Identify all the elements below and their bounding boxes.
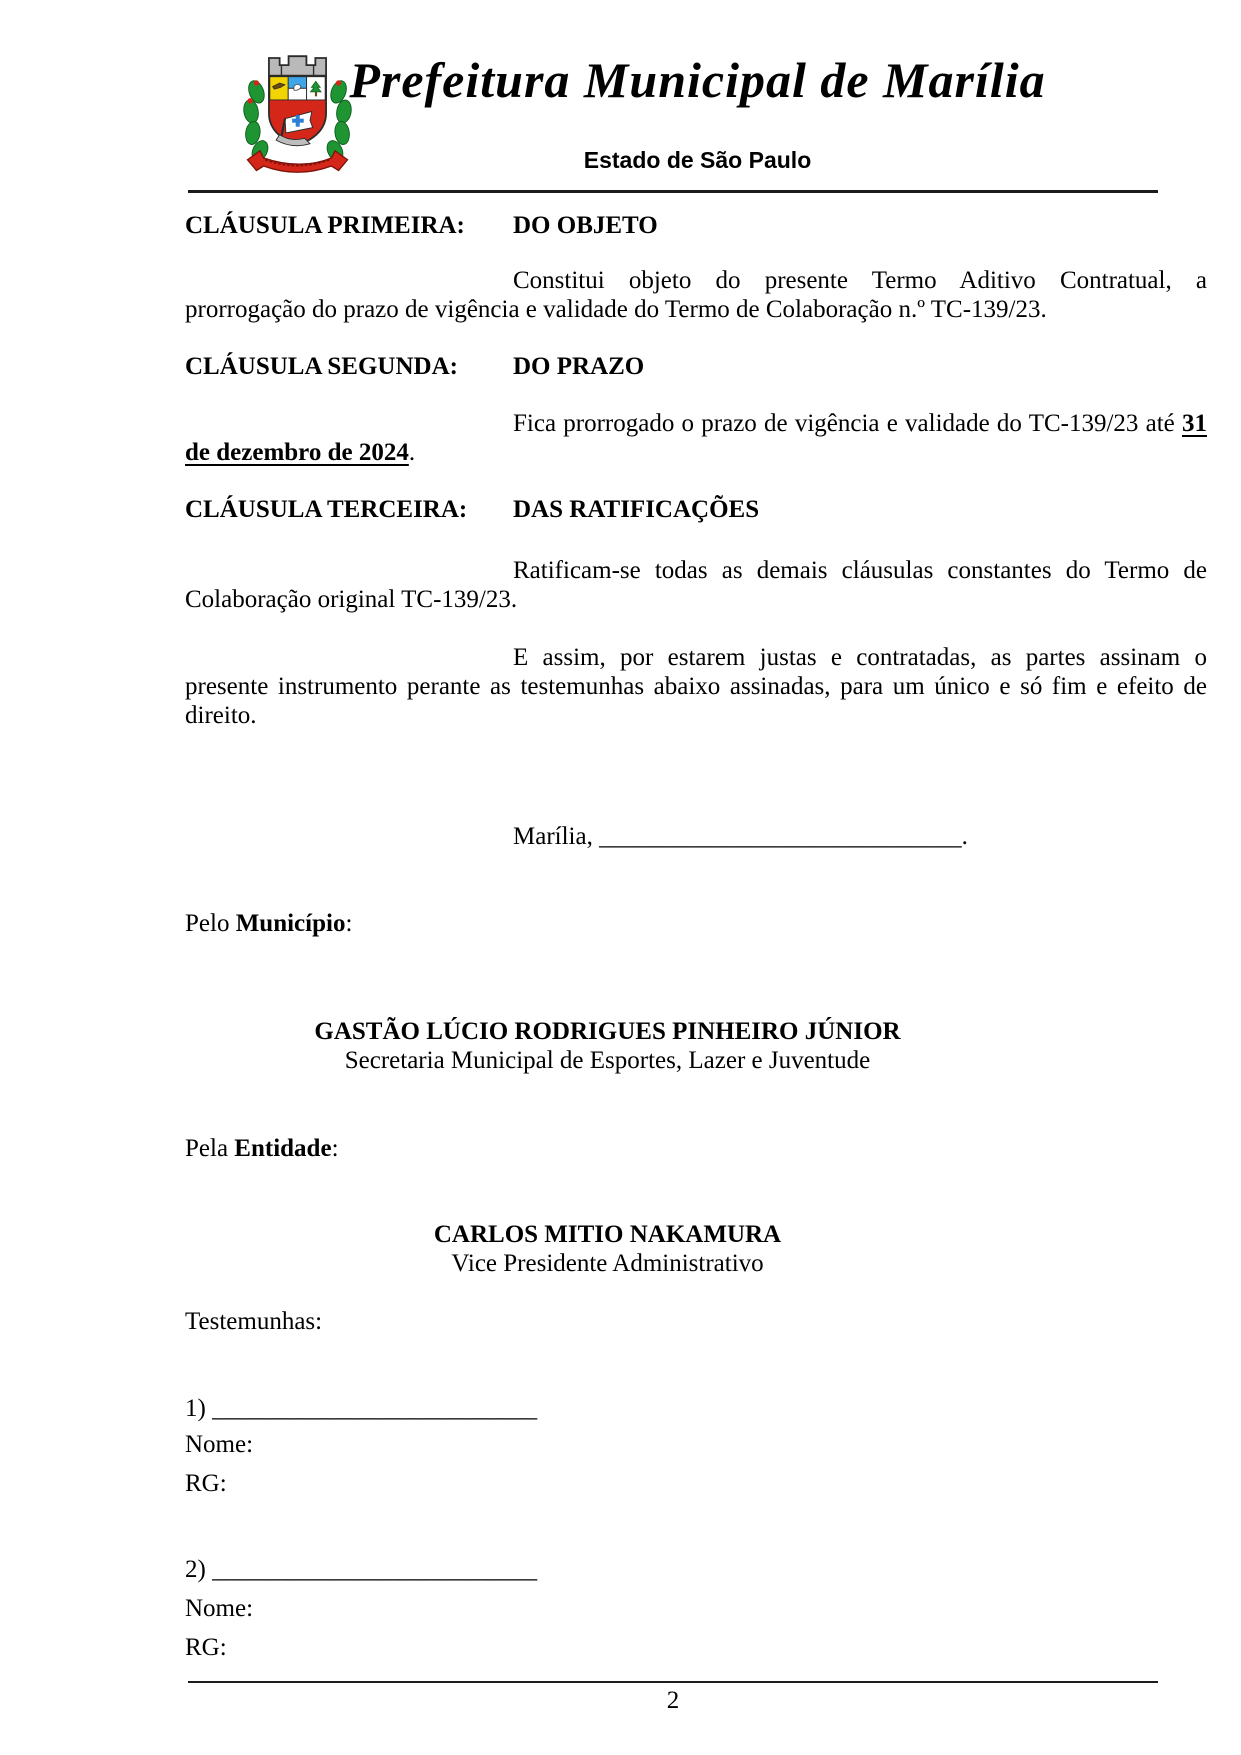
date-period: . xyxy=(961,823,968,850)
witness-item-1 xyxy=(185,1394,1207,1498)
witness-2-blank-line: __________________________ xyxy=(212,1556,538,1583)
witness-1-nome-label: Nome: xyxy=(185,1431,254,1458)
entidade-signer-role: Vice Presidente Administrativo xyxy=(451,1250,764,1277)
municipio-signer-name: GASTÃO LÚCIO RODRIGUES PINHEIRO JÚNIOR xyxy=(314,1018,901,1045)
witnesses-label: Testemunhas: xyxy=(185,1308,323,1335)
page-subtitle: Estado de São Paulo xyxy=(583,147,812,173)
clause-second-title: DO PRAZO xyxy=(513,353,645,380)
municipio-label: Município xyxy=(235,910,346,937)
clause-third-heading xyxy=(185,495,1207,524)
letterhead-text xyxy=(185,52,1210,175)
entidade-signer-name: CARLOS MITIO NAKAMURA xyxy=(433,1221,782,1248)
clause-first-title: DO OBJETO xyxy=(513,212,658,239)
clause-second-heading xyxy=(185,352,1207,381)
witness-item-2 xyxy=(185,1555,1207,1662)
witness-2-rg-label: RG: xyxy=(185,1634,227,1661)
witness-1-number: 1) xyxy=(185,1395,213,1422)
clause-second-paragraph xyxy=(185,409,1207,467)
clause-third-paragraph: Ratificam-se todas as demais cláusulas constantes do Termo de Colaboração original TC-139/23. xyxy=(185,557,1207,613)
document-body xyxy=(185,193,1207,1662)
page-number: 2 xyxy=(666,1687,680,1714)
clause-first-paragraph: Constitui objeto do presente Termo Aditivo Contratual, a prorrogação do prazo de vigência e validade do Termo de Colaboração n.º TC-139/23. xyxy=(185,267,1207,323)
letterhead xyxy=(0,0,1241,193)
deadline-date: 31 de dezembro de 2024 xyxy=(185,410,1207,466)
pela-entidade-line xyxy=(185,1134,1207,1163)
pela-colon: : xyxy=(331,1135,339,1162)
date-line xyxy=(513,822,1207,851)
witness-2-number: 2) xyxy=(185,1556,213,1583)
clause-first-heading xyxy=(185,211,1207,240)
clause-second-label: CLÁUSULA SEGUNDA: xyxy=(185,353,458,380)
clause-third-title: DAS RATIFICAÇÕES xyxy=(513,496,760,523)
clause-first-label: CLÁUSULA PRIMEIRA: xyxy=(185,212,465,239)
entidade-label: Entidade xyxy=(234,1135,332,1162)
pelo-label: Pelo xyxy=(185,910,236,937)
witness-2-nome-label: Nome: xyxy=(185,1595,254,1622)
pelo-municipio-line xyxy=(185,909,1207,938)
pela-label: Pela xyxy=(185,1135,235,1162)
witness-1-rg-label: RG: xyxy=(185,1470,227,1497)
footer-divider xyxy=(188,1681,1158,1683)
date-blank-line: _____________________________ xyxy=(599,823,962,850)
date-city-label: Marília, xyxy=(513,823,600,850)
entidade-signature-block xyxy=(185,1220,1030,1278)
page-title: Prefeitura Municipal de Marília xyxy=(349,52,1046,108)
witness-1-signature-line xyxy=(185,1394,1207,1423)
municipio-signature-block xyxy=(185,1017,1030,1075)
witness-2-signature-line xyxy=(185,1555,1207,1584)
clause-third-label: CLÁUSULA TERCEIRA: xyxy=(185,496,468,523)
pelo-colon: : xyxy=(345,910,353,937)
municipio-signer-role: Secretaria Municipal de Esportes, Lazer e Juventude xyxy=(344,1047,871,1074)
witness-1-blank-line: __________________________ xyxy=(212,1395,538,1422)
closing-paragraph: E assim, por estarem justas e contratadas, as partes assinam o presente instrumento perante as testemunhas abaixo assinadas, para um único e só fim e efeito de direito. xyxy=(185,644,1207,729)
clause-second-text: Fica prorrogado o prazo de vigência e validade do TC-139/23 até xyxy=(513,410,1182,437)
clause-second-period: . xyxy=(408,439,416,466)
